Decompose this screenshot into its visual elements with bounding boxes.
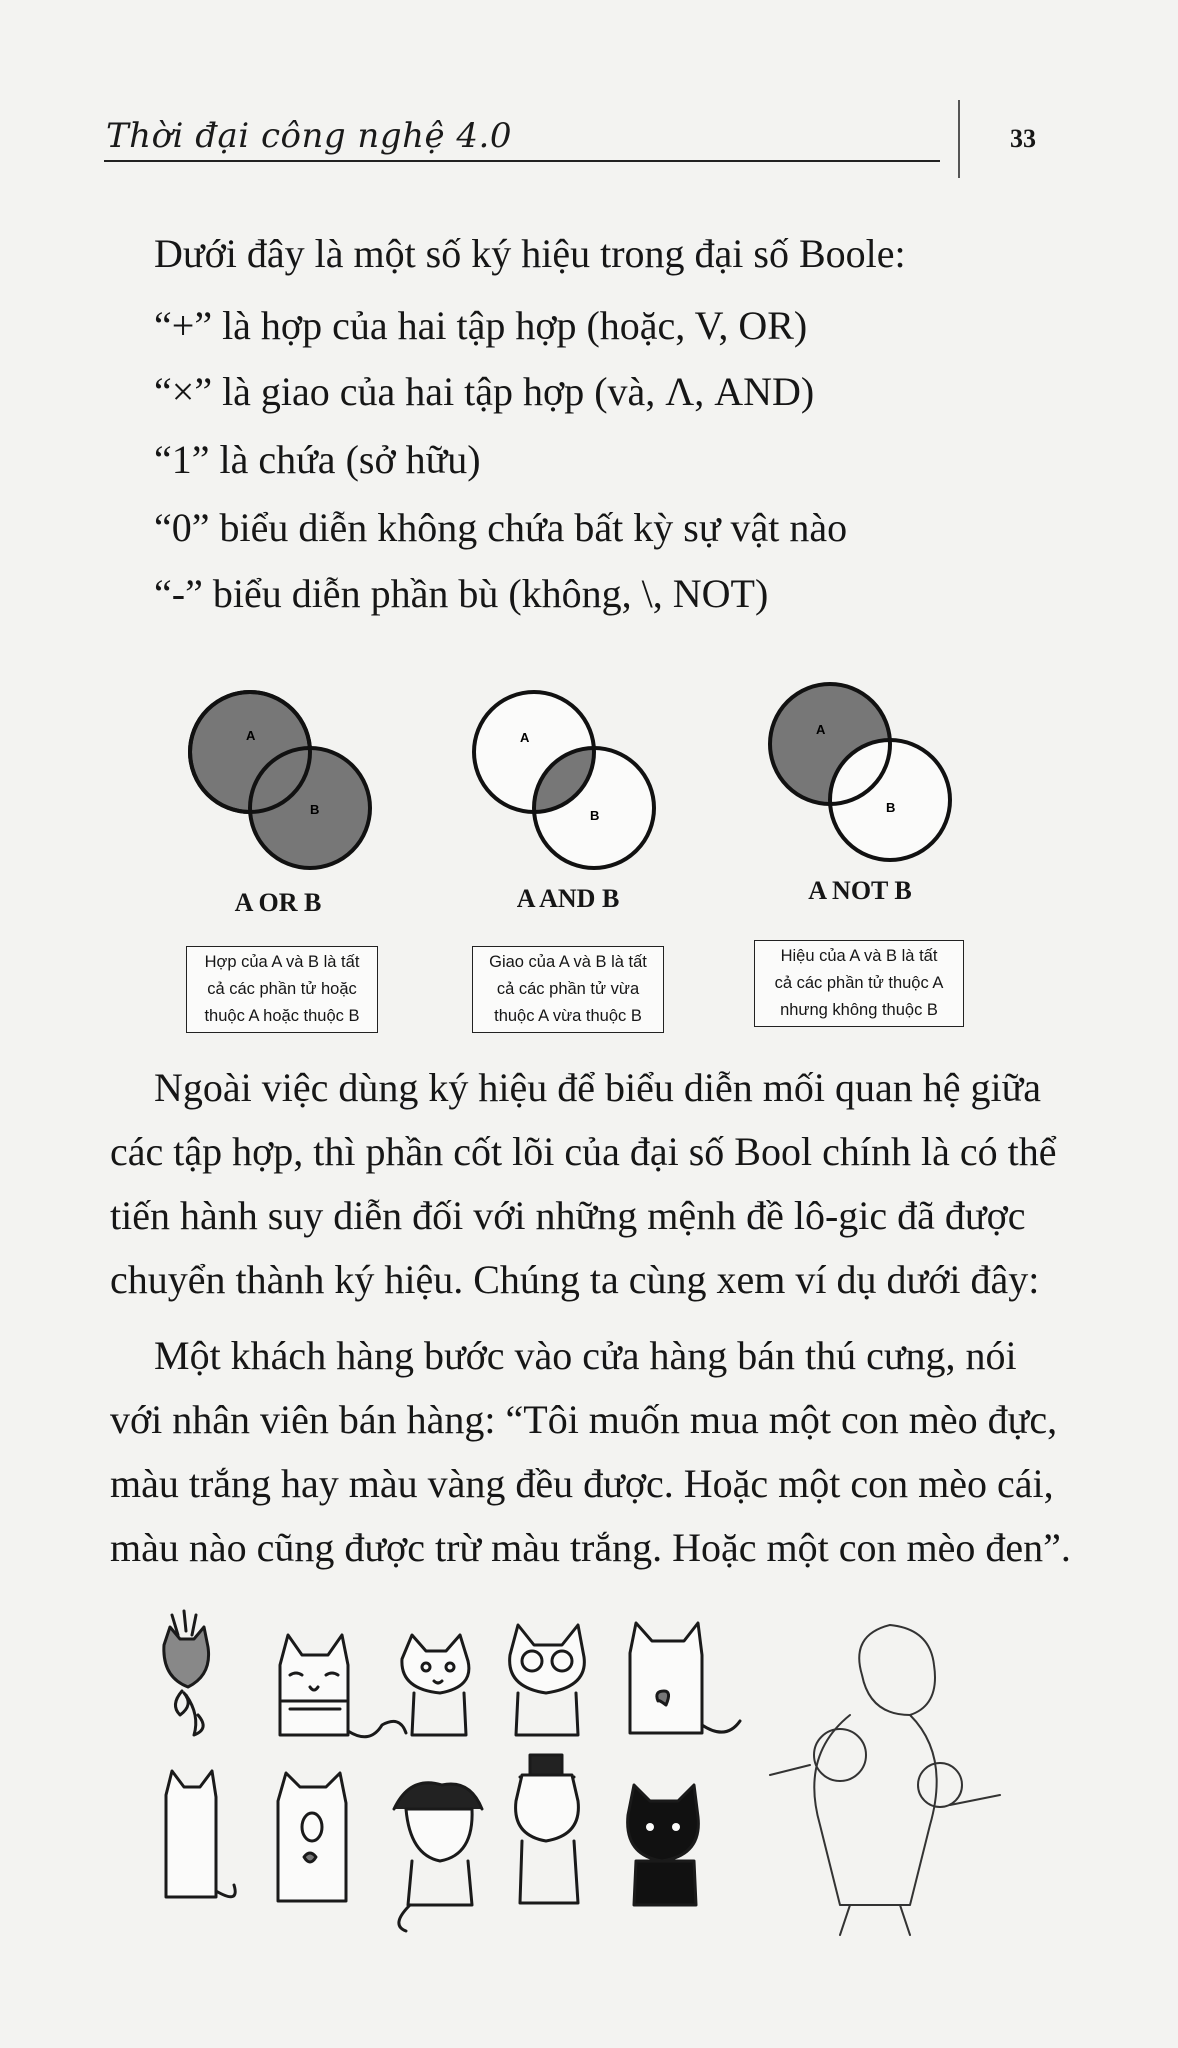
cat-girl-illustration: [394, 1783, 482, 1931]
paragraph1-line: chuyển thành ký hiệu. Chúng ta cùng xem ví dụ dưới đây:: [110, 1257, 1040, 1302]
venn-or-desc-line: thuộc A hoặc thuộc B: [204, 1007, 360, 1025]
symbol-line-zero: “0” biểu diễn không chứa bất kỳ sự vật nào: [154, 505, 848, 550]
venn-and-desc-line: thuộc A vừa thuộc B: [494, 1007, 642, 1025]
venn-or-label-b: B: [310, 802, 320, 817]
venn-not-title: A NOT B: [808, 876, 912, 905]
intro-line: Dưới đây là một số ký hiệu trong đại số Boole:: [154, 231, 906, 276]
venn-or-label-a: A: [246, 728, 256, 743]
venn-not-desc-line: cả các phần tử thuộc A: [774, 974, 944, 992]
cat-sweater-illustration: [280, 1635, 406, 1737]
venn-not-label-b: B: [886, 800, 896, 815]
paragraph2-line: Một khách hàng bước vào cửa hàng bán thú cưng, nói: [154, 1333, 1017, 1378]
cat-crown-illustration: [164, 1611, 209, 1735]
paragraph1-line: tiến hành suy diễn đối với những mệnh đề lô-gic đã được: [110, 1193, 1026, 1238]
paragraph1-line: các tập hợp, thì phần cốt lõi của đại số Bool chính là có thể: [110, 1129, 1057, 1174]
header-divider: [958, 100, 960, 178]
cat-heart-illustration: [630, 1623, 740, 1733]
paragraph1-line: Ngoài việc dùng ký hiệu để biểu diễn mối quan hệ giữa: [154, 1065, 1042, 1110]
venn-or-diagram: [180, 680, 400, 880]
venn-not-label-a: A: [816, 722, 826, 737]
paragraph2-line: màu nào cũng được trừ màu trắng. Hoặc một con mèo đen”.: [110, 1525, 1071, 1570]
venn-or-description: [186, 946, 378, 1033]
venn-and-title: A AND B: [516, 884, 620, 913]
venn-and-label-a: A: [520, 730, 530, 745]
cats-illustration: [150, 1605, 1050, 1945]
paragraph2-line: màu trắng hay màu vàng đều được. Hoặc một con mèo cái,: [110, 1461, 1054, 1506]
venn-and-diagram: [464, 680, 684, 880]
cat-tophat-illustration: [516, 1755, 579, 1903]
symbol-line-not: “-” biểu diễn phần bù (không, \, NOT): [154, 571, 769, 616]
venn-and-label-b: B: [590, 808, 600, 823]
cat-singing-illustration: [278, 1773, 346, 1901]
venn-or-desc-line: cả các phần tử hoặc: [207, 980, 357, 998]
venn-and-desc-line: Giao của A và B là tất: [489, 953, 647, 971]
cat-black-illustration: [628, 1785, 699, 1905]
venn-not-desc-line: nhưng không thuộc B: [780, 1001, 938, 1019]
symbol-line-and: “×” là giao của hai tập hợp (và, Λ, AND): [154, 369, 815, 414]
cat-tall-illustration: [166, 1771, 235, 1897]
paragraph2-line: với nhân viên bán hàng: “Tôi muốn mua một con mèo đực,: [110, 1397, 1058, 1442]
girl-with-cats-sketch: [770, 1625, 1000, 1935]
page-number: 33: [1010, 124, 1036, 153]
venn-not-desc-line: Hiệu của A và B là tất: [780, 947, 938, 965]
cat-sitting-illustration: [402, 1635, 469, 1735]
venn-and-desc-line: cả các phần tử vừa: [496, 980, 640, 998]
venn-not-description: [754, 940, 964, 1027]
venn-and-description: [472, 946, 664, 1033]
symbol-line-one: “1” là chứa (sở hữu): [154, 437, 481, 482]
running-header-title: Thời đại công nghệ 4.0: [106, 116, 512, 156]
header-rule: [104, 160, 940, 162]
venn-or-desc-line: Hợp của A và B là tất: [204, 953, 360, 971]
symbol-line-or: “+” là hợp của hai tập hợp (hoặc, V, OR): [154, 303, 808, 348]
cat-glasses-illustration: [510, 1625, 585, 1735]
venn-or-title: A OR B: [234, 888, 322, 917]
venn-not-diagram: [760, 672, 980, 872]
